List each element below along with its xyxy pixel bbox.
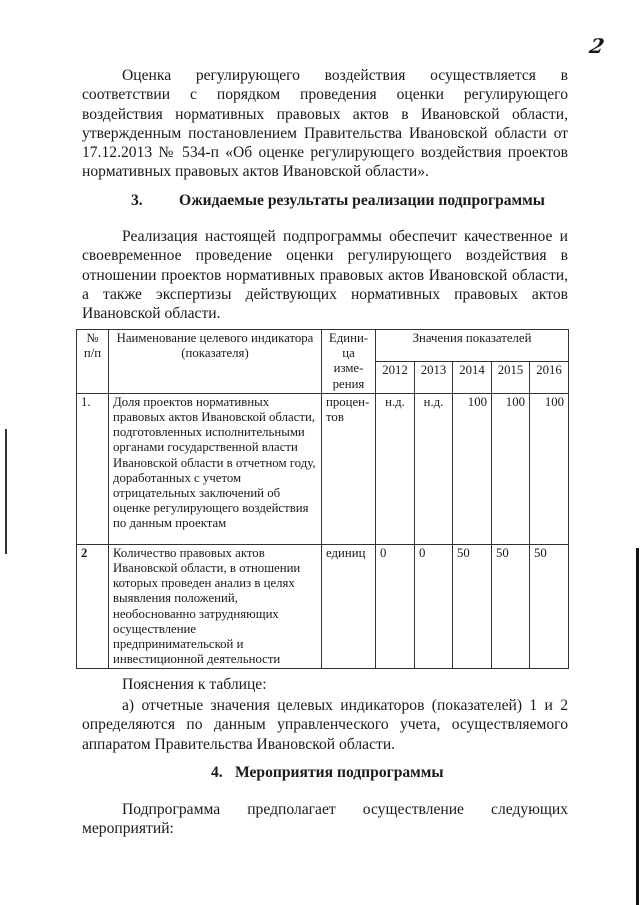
intro-paragraph-text: Оценка регулирующего воздействия осуществляется в соответствии с порядком проведения оценки регулирующего воздействия нормативных правовых актов в Ивановской области, утвержденным постановлением Правительства Ивановской области от 17.12.2013 № 534-п «Об оценке регулирующего воздействия проектов нормативных правовых актов Ивановской области».: [82, 67, 568, 181]
cell-value: 100: [492, 393, 530, 544]
section-4-title: Мероприятия подпрограммы: [235, 764, 444, 781]
cell-value: н.д.: [415, 393, 453, 544]
header-values-group: Значения показателей: [376, 330, 569, 362]
section-4-paragraph-text: Подпрограмма предполагает осуществление следующих мероприятий:: [82, 801, 568, 838]
notes-item-a: [82, 696, 568, 754]
section-4-heading: [211, 764, 444, 782]
intro-paragraph: [82, 66, 568, 182]
section-3-number: 3.: [131, 192, 143, 209]
section-3-title: Ожидаемые результаты реализации подпрограммы: [179, 192, 545, 209]
scan-edge-line-right: [636, 548, 639, 905]
cell-value: 50: [530, 544, 569, 669]
notes-item-a-text: а) отчетные значения целевых индикаторов (показателей) 1 и 2 определяются по данным управленческого учета, осуществляемого аппаратом Правительства Ивановской области.: [82, 697, 568, 753]
scan-margin-mark-left: [5, 429, 7, 554]
page-number: 2: [587, 34, 607, 58]
cell-value: 100: [530, 393, 569, 544]
section-3-heading: [131, 192, 545, 210]
header-year: 2012: [376, 361, 415, 393]
header-year: 2015: [492, 361, 530, 393]
header-year: 2013: [415, 361, 453, 393]
cell-value: 100: [453, 393, 492, 544]
table-header-row: [77, 330, 569, 362]
notes-title: [82, 675, 568, 694]
cell-value: н.д.: [376, 393, 415, 544]
header-year: 2014: [453, 361, 492, 393]
section-3-paragraph-text: Реализация настоящей подпрограммы обеспечит качественное и своевременное проведение оценки регулирующего воздействия в отношении проектов нормативных правовых актов Ивановской области, а также экспертизы действующих нормативных правовых актов Ивановской области.: [82, 228, 568, 323]
cell-num: 1.: [77, 393, 109, 544]
table-row: [77, 393, 569, 544]
header-num: № п/п: [77, 330, 109, 394]
cell-value: 50: [492, 544, 530, 669]
cell-name: Количество правовых актов Ивановской области, в отношении которых проведен анализ в целях выявления положений, необоснованно затрудняющих осуществление предпринимательской и инвестиционной деятельности: [109, 544, 322, 669]
header-unit: Едини-ца изме-рения: [322, 330, 376, 394]
header-year: 2016: [530, 361, 569, 393]
cell-unit: процен-тов: [322, 393, 376, 544]
cell-value: 0: [415, 544, 453, 669]
cell-name: Доля проектов нормативных правовых актов Ивановской области, подготовленных исполнительными органами государственной власти Ивановской области в отчетном году, доработанных с учетом отрицательных заключений об оценке регулирующего воздействия по данным проектам: [109, 393, 322, 544]
cell-num: 2: [77, 544, 109, 669]
notes-title-text: Пояснения к таблице:: [122, 676, 267, 693]
cell-value: 0: [376, 544, 415, 669]
section-3-paragraph: [82, 227, 568, 323]
indicators-table: [76, 329, 569, 669]
table-row: [77, 544, 569, 669]
header-name: Наименование целевого индикатора (показателя): [109, 330, 322, 394]
section-4-paragraph: [82, 800, 568, 839]
cell-value: 50: [453, 544, 492, 669]
section-4-number: 4.: [211, 764, 223, 781]
cell-unit: единиц: [322, 544, 376, 669]
